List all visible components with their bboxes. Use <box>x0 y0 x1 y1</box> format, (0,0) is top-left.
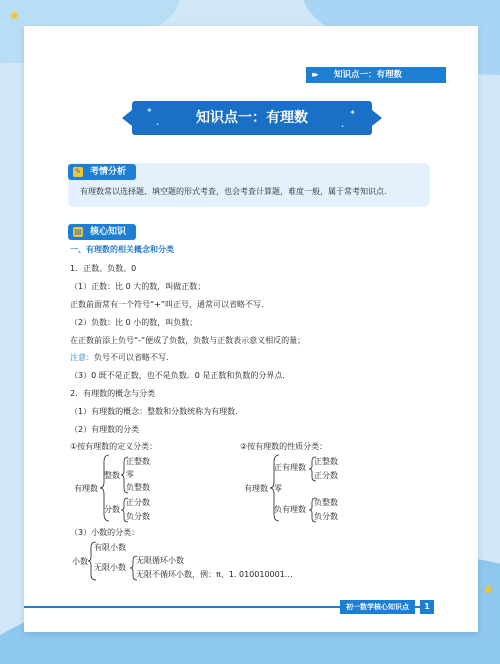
tree-mid: 分数 <box>104 505 120 514</box>
tree-leaf: 负整数 <box>126 483 150 492</box>
text-line: （3）0 既不是正数，也不是负数．0 是正数和负数的分界点. <box>70 371 285 380</box>
exam-analysis-text: 有理数常以选择题、填空题的形式考查，也会考查计算题，难度一般，属于常考知识点. <box>80 187 387 196</box>
page-number: 1 <box>420 600 434 614</box>
star-icon: ★ <box>8 8 21 24</box>
text-line: （1）正数：比 0 大的数，叫做正数； <box>70 282 206 291</box>
classification-property-title: ②按有理数的性质分类： <box>240 442 328 451</box>
note-line: 注意：负号不可以省略不写. <box>70 353 169 362</box>
tree-mid: 零 <box>274 484 282 493</box>
text-line: （1）有理数的概念：整数和分数统称为有理数. <box>70 407 238 416</box>
tree-root: 有理数 <box>244 484 268 493</box>
footer-tag: 初一数学核心知识点 <box>340 600 415 614</box>
header-tag: ▸▸ 知识点一：有理数 <box>306 67 446 83</box>
text-line: 正数前面常有一个符号“+”叫正号，通常可以省略不写. <box>70 300 264 309</box>
pencil-icon: ✎ <box>74 167 82 176</box>
tree-mid: 有限小数 <box>94 543 126 552</box>
book-icon: ▤ <box>74 227 82 236</box>
classification-definition-title: ①按有理数的定义分类： <box>70 442 158 451</box>
text-line: 2．有理数的概念与分类 <box>70 389 156 398</box>
page-title: ✦ · ✦ · 知识点一：有理数 <box>132 101 372 135</box>
text-line: （2）负数：比 0 小的数，叫负数； <box>70 318 198 327</box>
tree-leaf: 负分数 <box>314 512 338 521</box>
tree-leaf: 负整数 <box>314 498 338 507</box>
tree-mid: 正有理数 <box>274 463 306 472</box>
tree-leaf: 无限不循环小数，例：π、1. 010010001… <box>136 570 293 579</box>
text-line: （2）有理数的分类 <box>70 425 140 434</box>
tree-leaf: 零 <box>126 470 134 479</box>
tree-leaf: 正分数 <box>126 498 150 507</box>
tree-leaf: 正分数 <box>314 471 338 480</box>
tree-leaf: 正整数 <box>314 457 338 466</box>
tree-mid: 负有理数 <box>274 505 306 514</box>
text-line: 在正数前添上负号“-”便成了负数，负数与正数表示意义相反的量； <box>70 336 306 345</box>
tree-leaf: 负分数 <box>126 512 150 521</box>
tree-mid: 无限小数 <box>94 563 126 572</box>
tree-leaf: 正整数 <box>126 457 150 466</box>
exam-analysis-heading: ✎ 考情分析 <box>68 164 136 180</box>
core-knowledge-heading: ▤ 核心知识 <box>68 224 136 240</box>
tree-mid: 整数 <box>104 471 120 480</box>
star-icon: ★ <box>482 582 495 598</box>
tree-root: 小数 <box>72 557 88 566</box>
text-line: 1．正数、负数、0 <box>70 264 137 273</box>
tree-root: 有理数 <box>74 484 98 493</box>
tree-leaf: 无限循环小数 <box>136 556 184 565</box>
section-title: 一、有理数的相关概念和分类 <box>70 245 174 254</box>
note-label: 注意： <box>70 353 94 362</box>
decimal-classification-title: （3）小数的分类： <box>70 528 140 537</box>
